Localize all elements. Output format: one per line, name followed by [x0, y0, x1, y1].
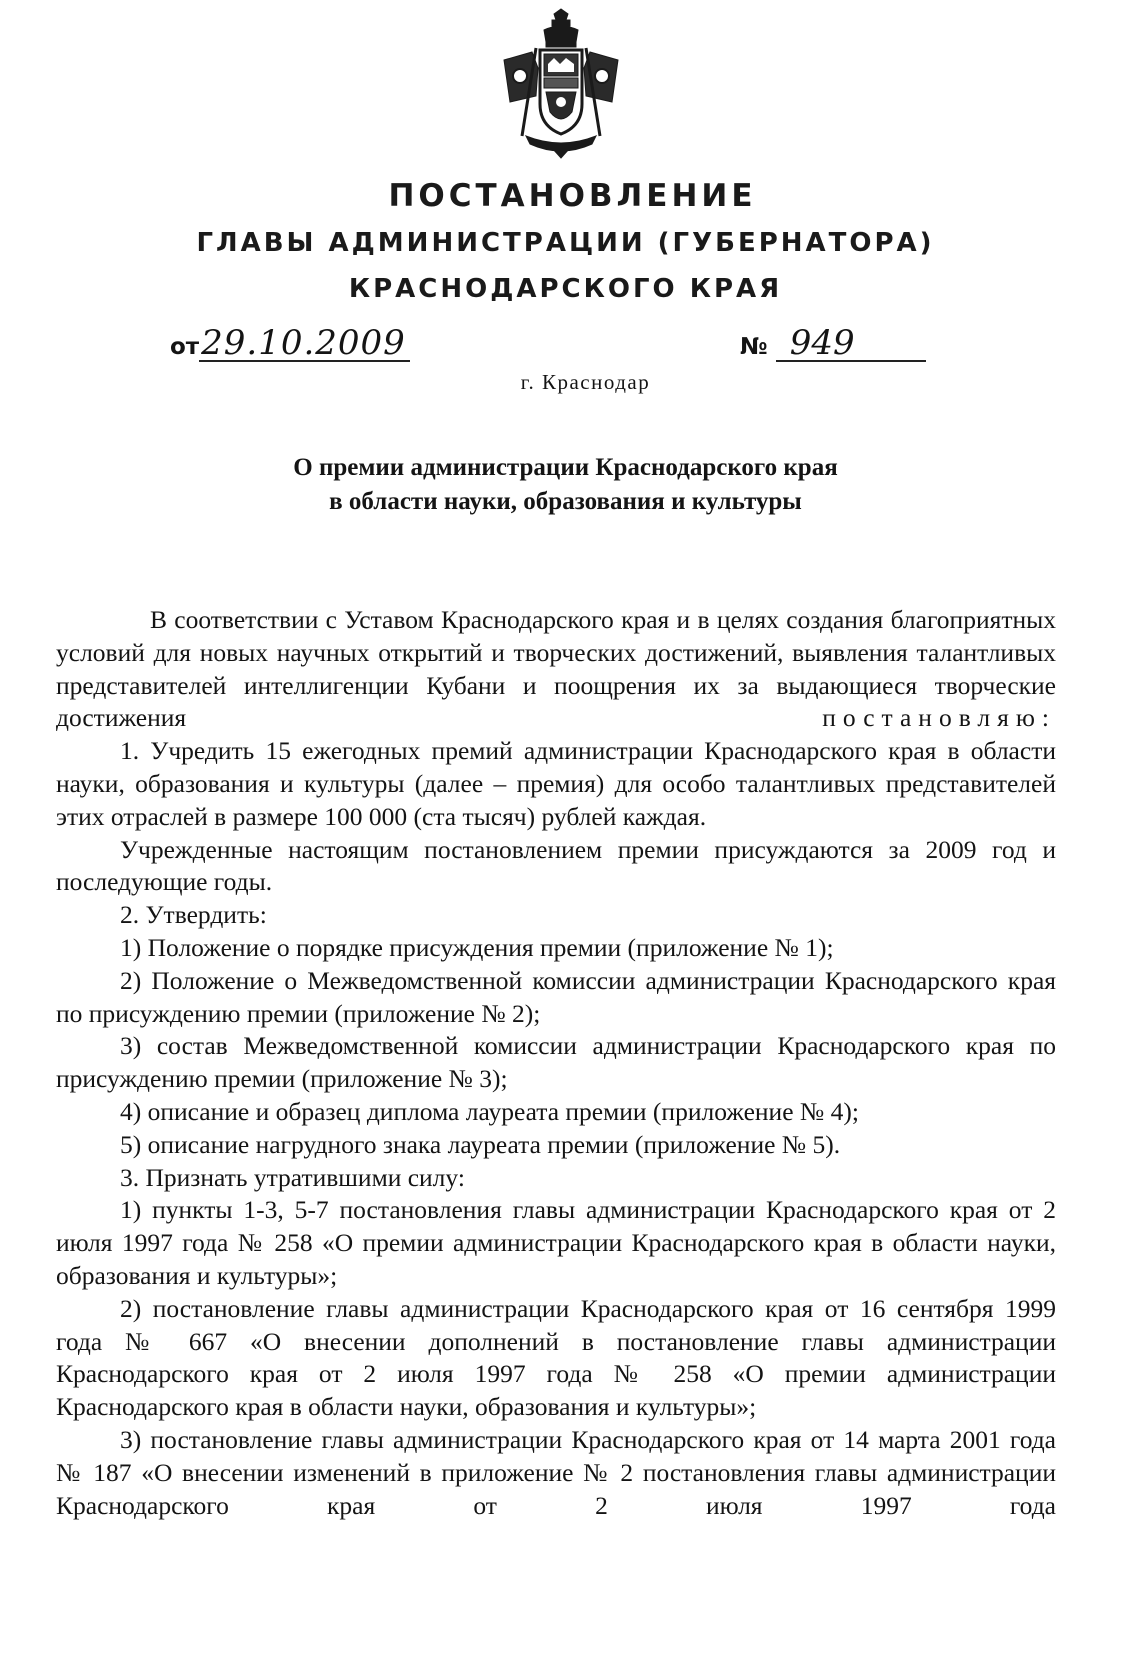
- repeal-item-1: 1) пункты 1-3, 5-7 постановления главы администрации Краснодарского края от 2 июля 1997 года № 258 «О премии администрации Краснодарского края в области науки, образования и культуры»;: [56, 1195, 1056, 1290]
- date-line: [170, 323, 410, 363]
- city-line: г. Краснодар: [520, 370, 651, 394]
- document-type-heading: ПОСТАНОВЛЕНИЕ: [388, 178, 757, 214]
- handwritten-number: 949: [776, 326, 926, 362]
- approve-item-3: 3) состав Межведомственной комиссии администрации Краснодарского края по присуждению премии (приложение № 3);: [56, 1031, 1056, 1094]
- handwritten-date: 29.10.2009: [199, 326, 410, 362]
- region-heading: КРАСНОДАРСКОГО КРАЯ: [348, 274, 783, 304]
- decree-keyword: постановляю:: [822, 703, 1056, 733]
- decree-body: [56, 604, 1056, 1522]
- issuer-heading: ГЛАВЫ АДМИНИСТРАЦИИ (ГУБЕРНАТОРА): [196, 228, 935, 258]
- preamble-text: В соответствии с Уставом Краснодарского края и в целях создания благоприятных условий для новых научных открытий и творческих достижений, выявления талантливых представителей интеллигенции Кубани и поощрения их за выдающиеся творческие достижения: [56, 605, 1056, 733]
- approve-item-5: 5) описание нагрудного знака лауреата премии (приложение № 5).: [120, 1129, 841, 1159]
- paragraph-repeal: 3. Признать утратившими силу:: [120, 1162, 465, 1192]
- approve-item-1: 1) Положение о порядке присуждения премии (приложение № 1);: [120, 932, 834, 962]
- preamble-paragraph: [56, 604, 1056, 735]
- paragraph-awarded: Учрежденные настоящим постановлением премии присуждаются за 2009 год и последующие годы.: [56, 834, 1056, 897]
- repeal-item-3: 3) постановление главы администрации Краснодарского края от 14 марта 2001 года № 187 «О внесении изменений в приложение № 2 постановления главы администрации Краснодарского края от 2 июля 1997 года: [56, 1424, 1056, 1520]
- krasnodar-coat-of-arms-emblem: [496, 8, 626, 160]
- number-prefix: №: [740, 334, 768, 360]
- decree-title-line-2: в области науки, образования и культуры: [329, 488, 802, 515]
- decree-title-line-1: О премии администрации Краснодарского края: [293, 454, 838, 481]
- repeal-item-2: 2) постановление главы администрации Краснодарского края от 16 сентября 1999 года № 667 «О внесении дополнений в постановление главы администрации Краснодарского края от 2 июля 1997 года № 258 «О премии администрации Краснодарского края в области науки, образования и культуры»;: [56, 1293, 1056, 1422]
- approve-item-4: 4) описание и образец диплома лауреата премии (приложение № 4);: [120, 1096, 859, 1126]
- paragraph-approve: 2. Утвердить:: [120, 900, 267, 930]
- approve-item-2: 2) Положение о Межведомственной комиссии администрации Краснодарского края по присуждению премии (приложение № 2);: [56, 965, 1056, 1028]
- paragraph-1: 1. Учредить 15 ежегодных премий администрации Краснодарского края в области науки, образования и культуры (далее – премия) для особо талантливых представителей этих отраслей в размере 100 000 (ста тысяч) рублей каждая.: [56, 736, 1056, 831]
- number-line: [740, 323, 926, 363]
- date-prefix: от: [170, 334, 200, 360]
